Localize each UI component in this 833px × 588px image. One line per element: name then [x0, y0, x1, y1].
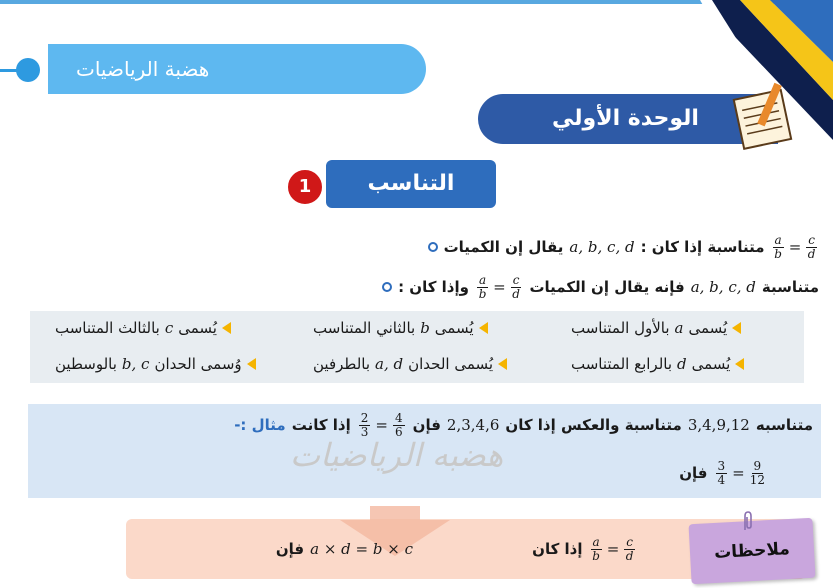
bullet-icon — [382, 282, 392, 292]
definition-line-1 — [428, 232, 819, 262]
notes-condition — [532, 534, 637, 564]
term-b: يُسمى b بالثاني المتناسب — [313, 313, 543, 343]
triangle-bullet-icon — [222, 322, 231, 334]
site-title: هضبة الرياضيات — [48, 44, 426, 94]
triangle-bullet-icon — [479, 322, 488, 334]
example-equation: $\frac{2}{3}$ = $\frac{4}{6}$ — [360, 410, 403, 439]
definition-text: متناسبة إذا كان : — [640, 238, 765, 256]
definition-line-2 — [382, 272, 819, 302]
fraction: $\frac{3}{4}$ — [717, 458, 726, 487]
lesson-number-badge: 1 — [286, 168, 324, 206]
term-c: يُسمى c بالثالث المتناسب — [55, 313, 285, 343]
definition-vars: a, b, c, d — [569, 238, 635, 256]
fraction: $\frac{2}{3}$ — [360, 410, 369, 439]
example-label: مثال :- — [234, 416, 286, 434]
example-text: إذا كانت — [291, 416, 351, 434]
example-text: متناسبة والعكس إذا كان — [505, 416, 682, 434]
triangle-bullet-icon — [732, 322, 741, 334]
paperclip-icon — [740, 510, 756, 532]
definition-text: وإذا كان : — [398, 278, 469, 296]
fraction: $\frac{a}{b}$ — [774, 232, 782, 261]
triangle-bullet-icon — [498, 358, 507, 370]
definition-equation: $\frac{a}{b}$ = $\frac{c}{d}$ — [774, 232, 816, 261]
term-extremes: يُسمى الحدان a, d بالطرفين — [313, 349, 543, 379]
fraction: $\frac{a}{b}$ — [592, 534, 600, 563]
example-equation: $\frac{3}{4}$ = $\frac{9}{12}$ — [717, 458, 765, 487]
triangle-bullet-icon — [247, 358, 256, 370]
example-line-2 — [679, 458, 767, 488]
term-a: يُسمى a بالأول المتناسب — [571, 313, 801, 343]
fraction: $\frac{c}{d}$ — [807, 232, 816, 261]
notes-text: فإن — [275, 540, 305, 558]
definition-text: فإنه يقال إن الكميات — [529, 278, 685, 296]
example-set-1: 2,3,4,6 — [446, 416, 500, 434]
example-text: فإن — [412, 416, 441, 434]
fraction: $\frac{c}{d}$ — [625, 534, 634, 563]
fraction: $\frac{c}{d}$ — [512, 272, 520, 301]
example-text: متناسبه — [755, 416, 813, 434]
triangle-bullet-icon — [735, 358, 744, 370]
example-line-1 — [234, 410, 813, 440]
unit-title: الوحدة الأولي — [478, 94, 778, 144]
definition-text: يقال إن الكميات — [443, 238, 564, 256]
definition-equation: $\frac{a}{b}$ = $\frac{c}{d}$ — [478, 272, 520, 301]
definition-vars: a, b, c, d — [690, 278, 756, 296]
definition-text: متناسبة — [761, 278, 819, 296]
fraction: $\frac{a}{b}$ — [478, 272, 487, 301]
bullet-icon — [428, 242, 438, 252]
site-dot — [16, 58, 40, 82]
example-text: فإن — [679, 464, 708, 482]
lesson-title: التناسب — [326, 160, 496, 208]
notes-result — [276, 534, 413, 564]
fraction: $\frac{4}{6}$ — [395, 410, 403, 439]
notepad-icon — [728, 82, 800, 152]
term-d: يُسمى d بالرابع المتناسب — [571, 349, 801, 379]
example-set-2: 3,4,9,12 — [687, 416, 750, 434]
watermark: هضبه الرياضيات — [290, 436, 504, 474]
notes-text: إذا كان — [532, 540, 583, 558]
term-means: وُسمى الحدان b, c بالوسطين — [55, 349, 285, 379]
notes-equation: $\frac{a}{b}$ = $\frac{c}{d}$ — [592, 534, 634, 563]
notes-product: a × d = b × c — [310, 540, 413, 558]
notes-tab: ملاحظات — [689, 518, 816, 584]
fraction: $\frac{9}{12}$ — [749, 458, 765, 487]
